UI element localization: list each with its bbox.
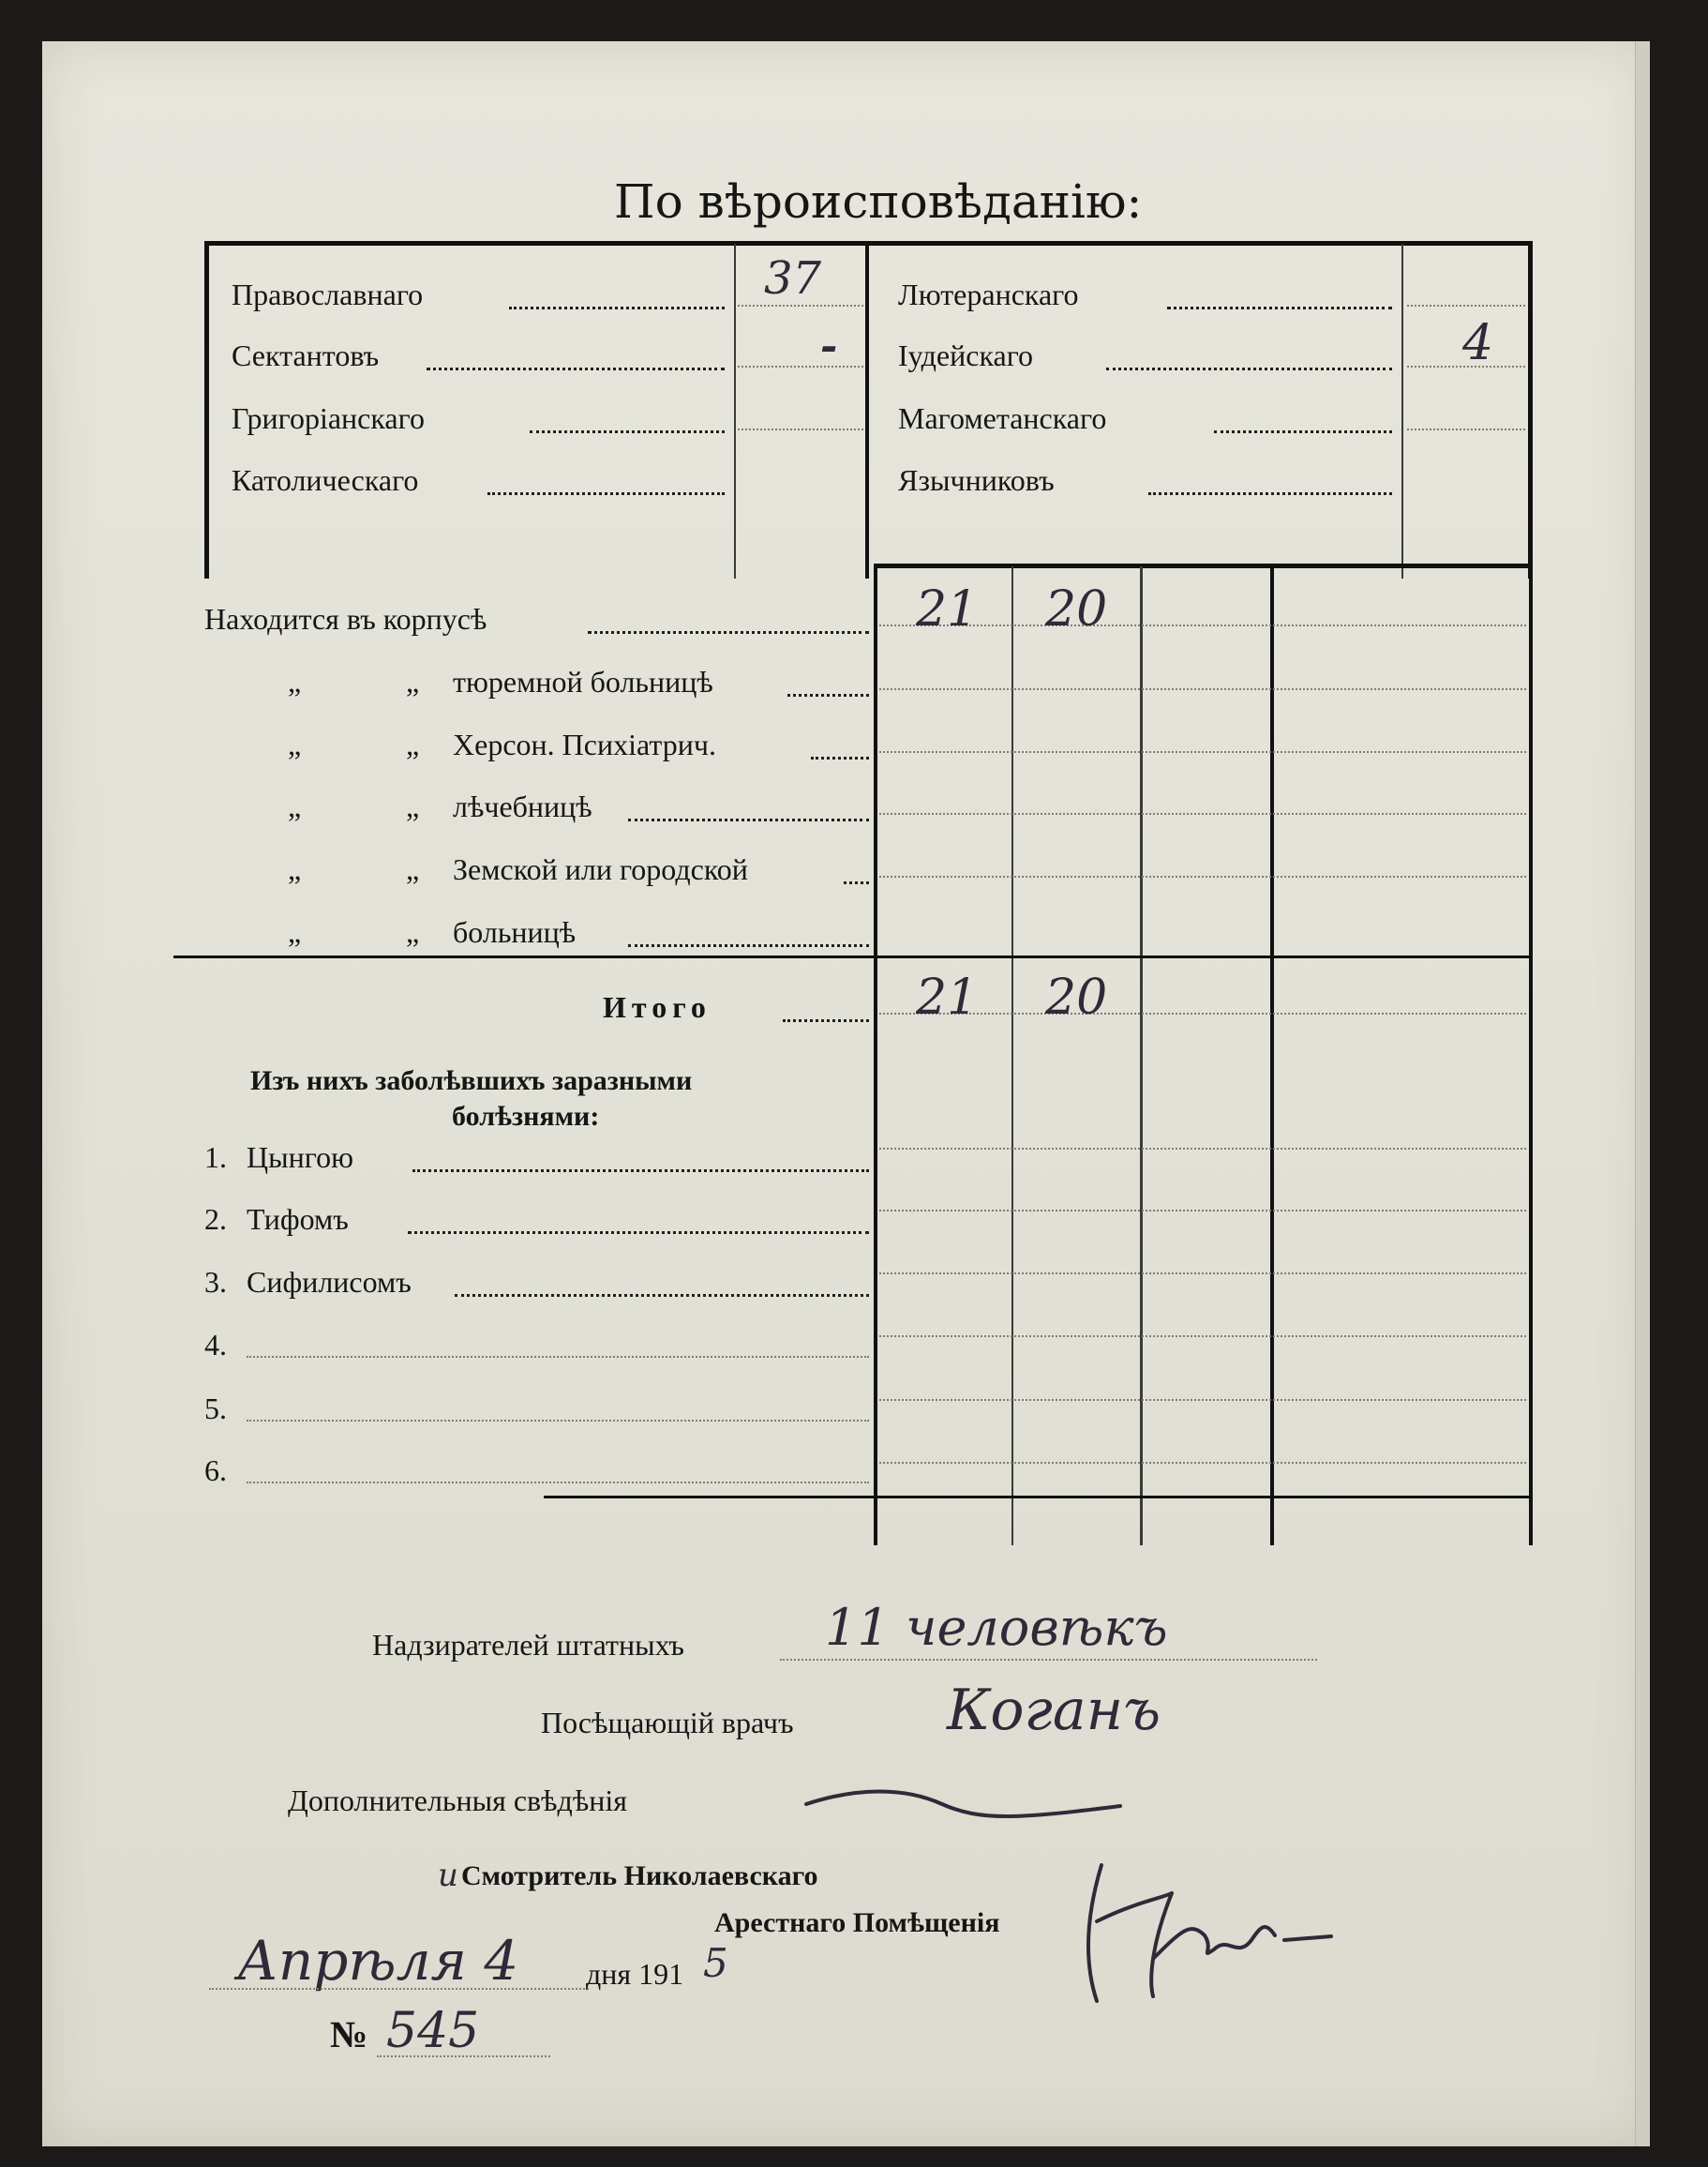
cell-dotline xyxy=(879,876,1526,878)
ditto-mark: „ xyxy=(406,915,420,949)
value-dotline xyxy=(738,429,863,430)
infectious-item-num: 5. xyxy=(204,1392,227,1425)
ditto-mark: „ xyxy=(406,790,420,823)
total-col-2: 20 xyxy=(1045,970,1108,1026)
ditto-mark: „ xyxy=(288,852,302,886)
signatory-line-1: Смотритель Николаевскаго xyxy=(461,1860,818,1891)
leader-dots xyxy=(844,881,869,884)
staff-label: Надзирателей штатныхъ xyxy=(372,1628,684,1662)
infectious-item-typhus: Тифомъ xyxy=(247,1202,349,1236)
value-jewish: 4 xyxy=(1462,315,1494,371)
cell-dotline xyxy=(879,1335,1526,1337)
date-dotline xyxy=(209,1988,589,1990)
leader-dots xyxy=(628,944,869,947)
infectious-item-num: 3. xyxy=(204,1265,227,1299)
blank-dotline xyxy=(247,1356,869,1358)
value-dotline xyxy=(738,366,863,368)
value-dotline xyxy=(1407,429,1525,430)
location-row-clinic: лѣчебницѣ xyxy=(453,790,592,823)
location-row-zemstvo-city: Земской или городской xyxy=(453,852,748,886)
location-row-prison-hospital: тюремной больницѣ xyxy=(453,665,713,699)
date-year-suffix: 5 xyxy=(703,1940,728,1986)
infectious-item-scurvy: Цынгою xyxy=(247,1140,353,1174)
staff-value: 11 человѣкъ xyxy=(825,1598,1168,1657)
infectious-bottom-rule xyxy=(544,1496,1532,1498)
infectious-heading-line-2: болѣзнями: xyxy=(452,1101,600,1132)
date-printed: дня 191 xyxy=(586,1957,684,1991)
additional-dash-stroke xyxy=(802,1785,1130,1823)
religion-label-jewish: Іудейскаго xyxy=(898,339,1034,372)
signature-mark xyxy=(1050,1846,1350,2015)
leader-dots xyxy=(509,307,725,309)
page-edge xyxy=(1635,41,1650,2146)
religion-label-sectarian: Сектантовъ xyxy=(232,339,380,372)
date-handwritten: Апрѣля 4 xyxy=(237,1929,519,1993)
leader-dots xyxy=(588,631,869,634)
infectious-item-num: 2. xyxy=(204,1202,227,1236)
leader-dots xyxy=(408,1231,869,1234)
religion-table-right xyxy=(1528,241,1533,579)
religion-label-gregorian: Григоріанскаго xyxy=(232,401,425,435)
number-value: 545 xyxy=(386,2003,480,2059)
religion-divider-3 xyxy=(1401,244,1403,579)
signatory-line-2: Арестнаго Помѣщенія xyxy=(714,1907,1000,1938)
doctor-value: Коганъ xyxy=(947,1678,1161,1743)
value-sectarian: - xyxy=(820,323,838,370)
total-col-1: 21 xyxy=(916,970,979,1026)
cell-dotline xyxy=(879,751,1526,753)
infectious-item-syphilis: Сифилисомъ xyxy=(247,1265,412,1299)
religion-table-left xyxy=(204,241,209,579)
leader-dots xyxy=(455,1294,869,1297)
value-dotline xyxy=(1407,305,1525,307)
additional-label: Дополнительныя свѣдѣнія xyxy=(288,1783,627,1817)
religion-divider-2 xyxy=(865,244,869,579)
infectious-item-num: 4. xyxy=(204,1328,227,1362)
section-title: По вѣроисповѣданію: xyxy=(614,174,1143,229)
location-main-label: Находится въ корпусѣ xyxy=(204,602,487,636)
grid-vline-5 xyxy=(1529,564,1533,1545)
ditto-mark: „ xyxy=(406,728,420,761)
blank-dotline xyxy=(247,1420,869,1422)
document-sheet xyxy=(42,41,1650,2146)
cell-dotline xyxy=(879,1399,1526,1401)
number-sign: № xyxy=(330,2013,368,2055)
blank-dotline xyxy=(247,1482,869,1483)
cell-dotline xyxy=(879,1462,1526,1464)
total-label: Итого xyxy=(603,990,712,1024)
cell-dotline xyxy=(879,813,1526,815)
ditto-mark: „ xyxy=(406,665,420,699)
religion-label-catholic: Католическаго xyxy=(232,463,419,497)
signatory-prefix: и xyxy=(438,1857,458,1894)
leader-dots xyxy=(427,368,725,370)
leader-dots xyxy=(787,694,869,697)
infectious-item-num: 1. xyxy=(204,1140,227,1174)
cell-dotline xyxy=(879,1210,1526,1211)
religion-label-orthodox: Православнаго xyxy=(232,278,424,311)
infectious-item-num: 6. xyxy=(204,1453,227,1487)
doctor-label: Посѣщающій врачъ xyxy=(541,1706,794,1739)
location-row-1-col-2: 20 xyxy=(1045,581,1108,638)
location-row-1-col-1: 21 xyxy=(916,581,979,638)
grid-top xyxy=(874,564,1532,568)
cell-dotline xyxy=(879,1148,1526,1150)
number-dotline xyxy=(377,2055,550,2057)
cell-dotline xyxy=(879,1272,1526,1274)
leader-dots xyxy=(487,492,725,495)
ditto-mark: „ xyxy=(288,728,302,761)
leader-dots xyxy=(1214,430,1392,433)
leader-dots xyxy=(628,819,869,821)
infectious-heading-line-1: Изъ нихъ заболѣвшихъ заразными xyxy=(250,1065,693,1096)
ditto-mark: „ xyxy=(406,852,420,886)
grid-vline-1 xyxy=(874,566,877,1545)
location-row-hospital: больницѣ xyxy=(453,915,577,949)
leader-dots xyxy=(783,1019,869,1022)
religion-label-lutheran: Лютеранскаго xyxy=(898,278,1079,311)
value-dotline xyxy=(738,305,863,307)
location-row-kherson-psychiatric: Херсон. Психіатрич. xyxy=(453,728,716,761)
leader-dots xyxy=(1106,368,1392,370)
cell-dotline xyxy=(879,688,1526,690)
religion-label-pagan: Язычниковъ xyxy=(898,463,1055,497)
ditto-mark: „ xyxy=(288,915,302,949)
leader-dots xyxy=(811,757,869,760)
location-bottom-rule xyxy=(173,956,1533,958)
leader-dots xyxy=(412,1169,869,1172)
leader-dots xyxy=(1167,307,1392,309)
religion-divider-1 xyxy=(734,244,736,579)
leader-dots xyxy=(1148,492,1392,495)
ditto-mark: „ xyxy=(288,665,302,699)
religion-label-muslim: Магометанскаго xyxy=(898,401,1107,435)
leader-dots xyxy=(530,430,725,433)
ditto-mark: „ xyxy=(288,790,302,823)
staff-dotline xyxy=(780,1659,1317,1661)
value-orthodox: 37 xyxy=(764,252,822,305)
